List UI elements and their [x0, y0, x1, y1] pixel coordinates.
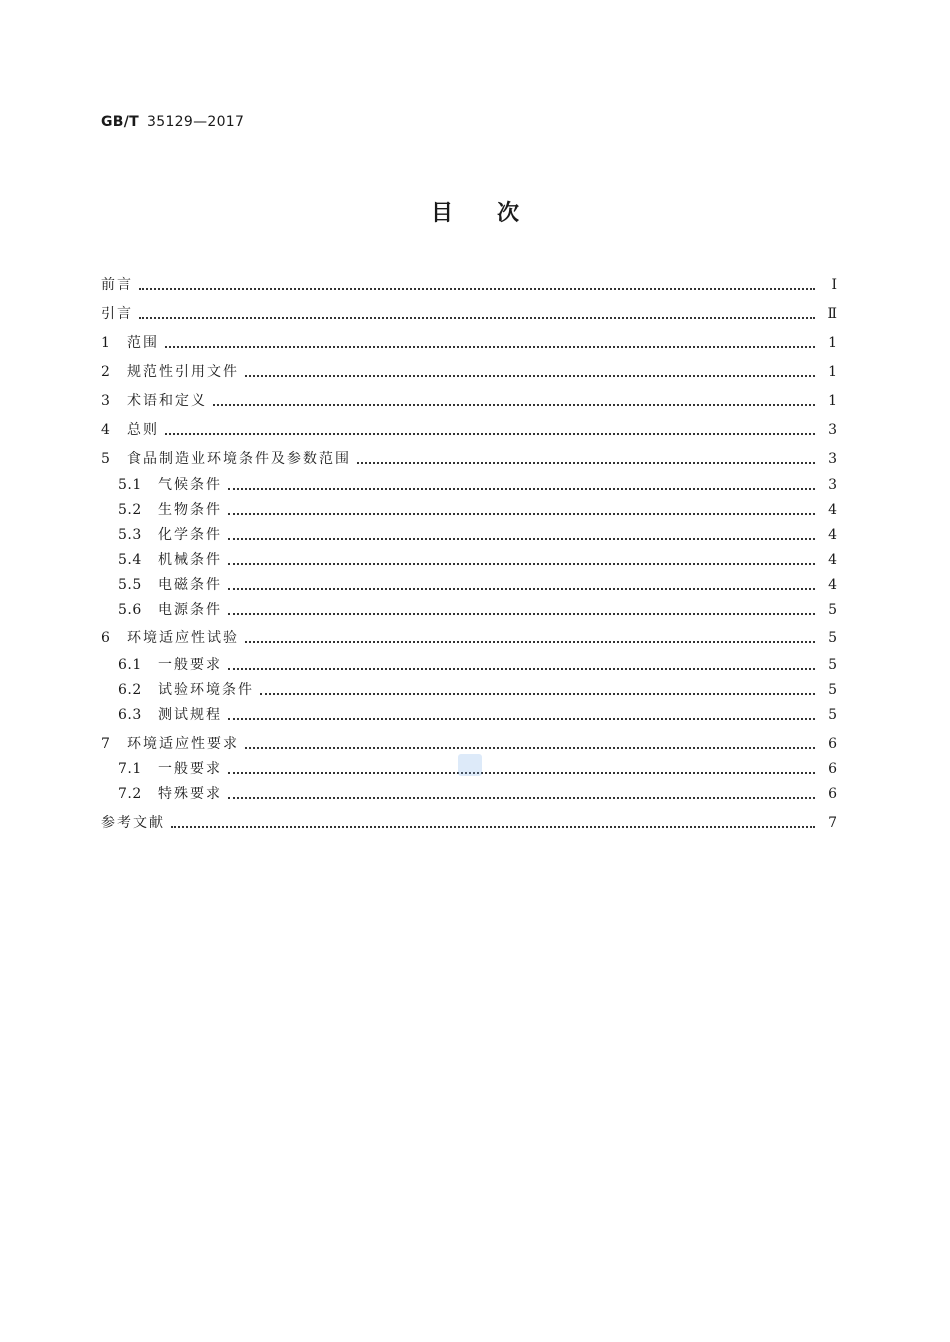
- toc-entry-label: 引言: [101, 306, 133, 322]
- toc-entry-number: 7.1: [118, 761, 142, 777]
- standard-year-number: 35129—2017: [147, 114, 245, 130]
- toc-entry-number: 6.3: [118, 707, 142, 723]
- toc-entry-number: 6.1: [118, 657, 142, 673]
- toc-entry-number: 4: [101, 422, 111, 438]
- toc-dot-leader: [165, 419, 815, 441]
- toc-entry-page: 6: [828, 736, 837, 752]
- toc-entry-number: 7.2: [118, 786, 142, 802]
- toc-entry[interactable]: [101, 390, 837, 412]
- toc-dot-leader: [228, 783, 815, 805]
- toc-entry[interactable]: [101, 332, 837, 354]
- toc-entry-page: 3: [828, 451, 837, 467]
- toc-entry-label: 一般要求: [158, 761, 222, 777]
- page-title: 目次: [430, 201, 563, 226]
- toc-entry[interactable]: [118, 524, 837, 546]
- toc-entry-number: 3: [101, 393, 111, 409]
- toc-entry-page: 6: [828, 786, 837, 802]
- toc-dot-leader: [228, 574, 815, 596]
- toc-entry-label: 环境适应性试验: [127, 630, 239, 646]
- toc-entry-number: 1: [101, 335, 111, 351]
- toc-entry-label: 化学条件: [158, 527, 222, 543]
- toc-entry-label: 一般要求: [158, 657, 222, 673]
- toc-entry-number: 5: [101, 451, 111, 467]
- toc-entry-page: 1: [828, 364, 837, 380]
- toc-entry-page: 5: [828, 630, 837, 646]
- toc-entry-page: 5: [828, 657, 837, 673]
- toc-entry-label: 总则: [127, 422, 159, 438]
- toc-entry-page: 4: [828, 502, 837, 518]
- toc-entry[interactable]: [118, 474, 837, 496]
- toc-entry[interactable]: [101, 361, 837, 383]
- toc-entry-label: 测试规程: [158, 707, 222, 723]
- toc-entry-number: 6: [101, 630, 111, 646]
- toc-entry[interactable]: [101, 733, 837, 755]
- toc-dot-leader: [357, 448, 815, 470]
- toc-entry-label: 电磁条件: [158, 577, 222, 593]
- toc-entry-page: 5: [828, 682, 837, 698]
- toc-entry[interactable]: [118, 654, 837, 676]
- toc-entry-page: Ⅰ: [831, 277, 837, 293]
- toc-dot-leader: [260, 679, 815, 701]
- toc-entry[interactable]: [101, 419, 837, 441]
- toc-entry-page: 1: [828, 393, 837, 409]
- toc-dot-leader: [165, 332, 815, 354]
- toc-entry-label: 环境适应性要求: [127, 736, 239, 752]
- toc-entry[interactable]: [101, 448, 837, 470]
- toc-entry-page: 4: [828, 552, 837, 568]
- toc-dot-leader: [228, 599, 815, 621]
- toc-dot-leader: [139, 274, 815, 296]
- toc-entry-page: 1: [828, 335, 837, 351]
- toc-entry[interactable]: [118, 704, 837, 726]
- watermark-icon: [458, 754, 482, 776]
- toc-dot-leader: [245, 627, 815, 649]
- toc-entry-label: 电源条件: [158, 602, 222, 618]
- toc-dot-leader: [228, 524, 815, 546]
- toc-entry-label: 术语和定义: [127, 393, 207, 409]
- toc-entry-number: 5.1: [118, 477, 142, 493]
- toc-entry[interactable]: [118, 783, 837, 805]
- toc-entry[interactable]: [118, 499, 837, 521]
- toc-entry-number: 5.4: [118, 552, 142, 568]
- toc-entry-number: 2: [101, 364, 111, 380]
- toc-entry-label: 食品制造业环境条件及参数范围: [127, 451, 351, 467]
- toc-entry[interactable]: [118, 574, 837, 596]
- standard-code: GB/T: [101, 114, 140, 130]
- toc-entry[interactable]: [101, 812, 837, 834]
- toc-dot-leader: [228, 499, 815, 521]
- toc-entry[interactable]: [118, 679, 837, 701]
- toc-entry-label: 前言: [101, 277, 133, 293]
- toc-entry-number: 5.2: [118, 502, 142, 518]
- toc-dot-leader: [139, 303, 815, 325]
- toc-dot-leader: [228, 654, 815, 676]
- toc-entry-label: 机械条件: [158, 552, 222, 568]
- toc-entry-label: 规范性引用文件: [127, 364, 239, 380]
- toc-entry-page: 4: [828, 527, 837, 543]
- toc-entry-label: 生物条件: [158, 502, 222, 518]
- toc-entry-label: 特殊要求: [158, 786, 222, 802]
- toc-dot-leader: [228, 758, 815, 780]
- toc-entry[interactable]: [101, 274, 837, 296]
- toc-entry[interactable]: [118, 599, 837, 621]
- toc-entry-page: 5: [828, 602, 837, 618]
- toc-entry[interactable]: [101, 627, 837, 649]
- toc-dot-leader: [245, 361, 815, 383]
- toc-dot-leader: [213, 390, 815, 412]
- toc-entry-page: 6: [828, 761, 837, 777]
- toc-entry-page: 3: [828, 422, 837, 438]
- toc-dot-leader: [228, 704, 815, 726]
- toc-dot-leader: [228, 549, 815, 571]
- toc-entry-page: Ⅱ: [827, 306, 837, 322]
- toc-entry-page: 4: [828, 577, 837, 593]
- toc-entry-label: 气候条件: [158, 477, 222, 493]
- toc-entry[interactable]: [118, 549, 837, 571]
- toc-entry-number: 6.2: [118, 682, 142, 698]
- toc-entry-number: 5.3: [118, 527, 142, 543]
- toc-entry-page: 3: [828, 477, 837, 493]
- toc-entry-number: 5.5: [118, 577, 142, 593]
- toc-entry-page: 7: [828, 815, 837, 831]
- toc-entry-number: 7: [101, 736, 111, 752]
- toc-entry-label: 范围: [127, 335, 159, 351]
- toc-dot-leader: [228, 474, 815, 496]
- toc-entry-number: 5.6: [118, 602, 142, 618]
- standard-number: [101, 114, 244, 130]
- toc-entry-page: 5: [828, 707, 837, 723]
- toc-entry[interactable]: [101, 303, 837, 325]
- toc-dot-leader: [245, 733, 815, 755]
- toc-entry-label: 参考文献: [101, 815, 165, 831]
- toc-dot-leader: [171, 812, 815, 834]
- toc-entry-label: 试验环境条件: [158, 682, 254, 698]
